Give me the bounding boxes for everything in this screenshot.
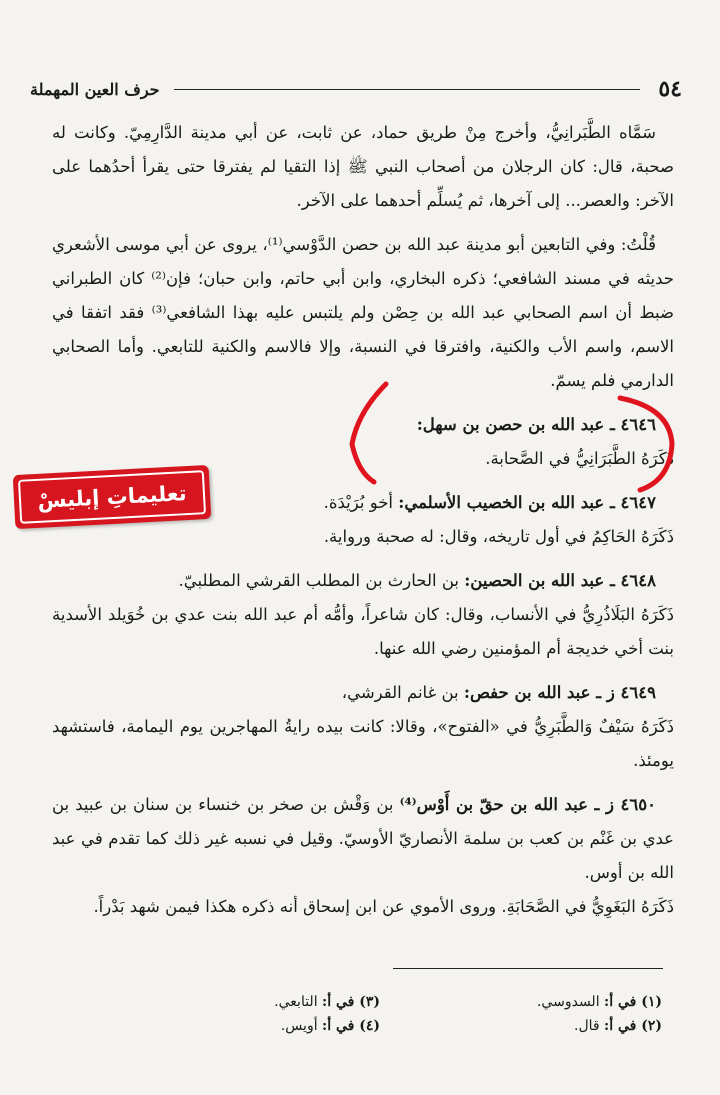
header-rule xyxy=(174,89,641,90)
entry-heading: ٤٦٤٦ ـ عبد الله بن حصن بن سهل: xyxy=(416,415,656,434)
biography-entry xyxy=(52,676,674,778)
red-stamp-label xyxy=(13,465,212,529)
footnote: (٤) في أ: أويس. xyxy=(280,1018,380,1034)
entry-heading: ٤٦٥٠ ز ـ عبد الله بن حقّ بن أَوْس⁽⁴⁾ xyxy=(399,795,656,814)
entry-heading: ٤٦٤٨ ـ عبد الله بن الحصين: xyxy=(464,571,656,590)
red-bracket-annotation xyxy=(340,372,690,497)
footnote: (١) في أ: السدوسي. xyxy=(536,994,662,1010)
entry-line: ذَكَرَهُ البَغَوِيُّ في الصَّحَابَةِ. وروى الأموي عن ابن إسحاق أنه ذكره هكذا فيمن شهد بَدْراً. xyxy=(93,897,674,916)
entry-heading: ٤٦٤٩ ز ـ عبد الله بن حفص: xyxy=(463,683,656,702)
stamp-text: تعليماتِ إبليسْ xyxy=(18,470,206,524)
page-body xyxy=(52,116,674,934)
biography-entry xyxy=(52,564,674,666)
entry-heading: ٤٦٤٧ ـ عبد الله بن الخصيب الأسلمي: xyxy=(398,493,656,512)
entry-text: بن غانم القرشي، xyxy=(341,683,464,702)
page-number: ٥٤ xyxy=(658,76,682,102)
entry-text: أخو بُرَيْدَة. xyxy=(323,493,399,512)
entry-line: ذَكَرَهُ الطَّبَرَانِيُّ في الصَّحابة. xyxy=(485,449,674,468)
footnote: (٢) في أ: قال. xyxy=(574,1018,662,1034)
page-header xyxy=(30,72,682,106)
running-title: حرف العين المهملة xyxy=(30,79,160,99)
entry-line: ذَكَرَهُ الحَاكِمُ في أول تاريخه، وقال: له صحبة ورواية. xyxy=(323,527,674,546)
biography-entry xyxy=(52,788,674,924)
entry-text: بن الحارث بن المطلب القرشي المطلبيّ. xyxy=(178,571,465,590)
footnote: (٣) في أ: التابعي. xyxy=(274,994,380,1010)
paragraph: قُلْتُ: وفي التابعين أبو مدينة عبد الله بن حصن الدَّوْسي⁽¹⁾، يروى عن أبي موسى الأشعري حديثه في مسند الشافعي؛ ذكره البخاري، وابن أبي حاتم، وابن حبان؛ فإن⁽²⁾ كان الطبراني ضبط أن اسم الصحابي عبد الله بن حِصْن ولم يلتبس عليه بهذا الشافعي⁽³⁾ فقد اتفقا في الاسم، واسم الأب والكنية، وافترقا في النسبة، وإلا فالاسم والكنية للتابعي. وأما الصحابي الدارمي فلم يسمّ. xyxy=(52,235,675,390)
paragraph: سَمَّاه الطَّبَرانِيُّ، وأخرج مِنْ طريق حماد، عن ثابت، عن أبي مدينة الدَّارِمِيّ. وكانت له صحبة، قال: كان الرجلان من أصحاب النبي ﷺ إذا التقيا لم يفترقا حتى يقرأ أحدُهما على الآخر: والعصر... إلى آخرها، ثم يُسلِّم أحدهما على الآخر. xyxy=(52,123,674,210)
entry-text: بن وَقْش بن صخر بن خنساء بن سنان بن عبيد بن عدي بن غَنْم بن كعب بن سلمة الأنصاريّ الأوسيّ. وقيل في نسبه غير ذلك كما تقدم في عبد الله بن أوس. xyxy=(52,795,674,882)
entry-line: ذَكَرَهُ سَيْفٌ وَالطَّبَرِيُّ في «الفتوح»، وقالا: كانت بيده رايةُ المهاجرين يوم اليمامة، فاستشهد يومئذ. xyxy=(52,717,674,770)
entry-line: ذَكَرَهُ البَلَاذُرِيُّ في الأنساب، وقال: كان شاعراً، وأمُّه أم عبد الله بنت عدي بن خُوَيلد الأسدية بنت أخي خديجة أم المؤمنين رضي الله عنها. xyxy=(52,605,674,658)
footnote-rule xyxy=(393,968,663,969)
